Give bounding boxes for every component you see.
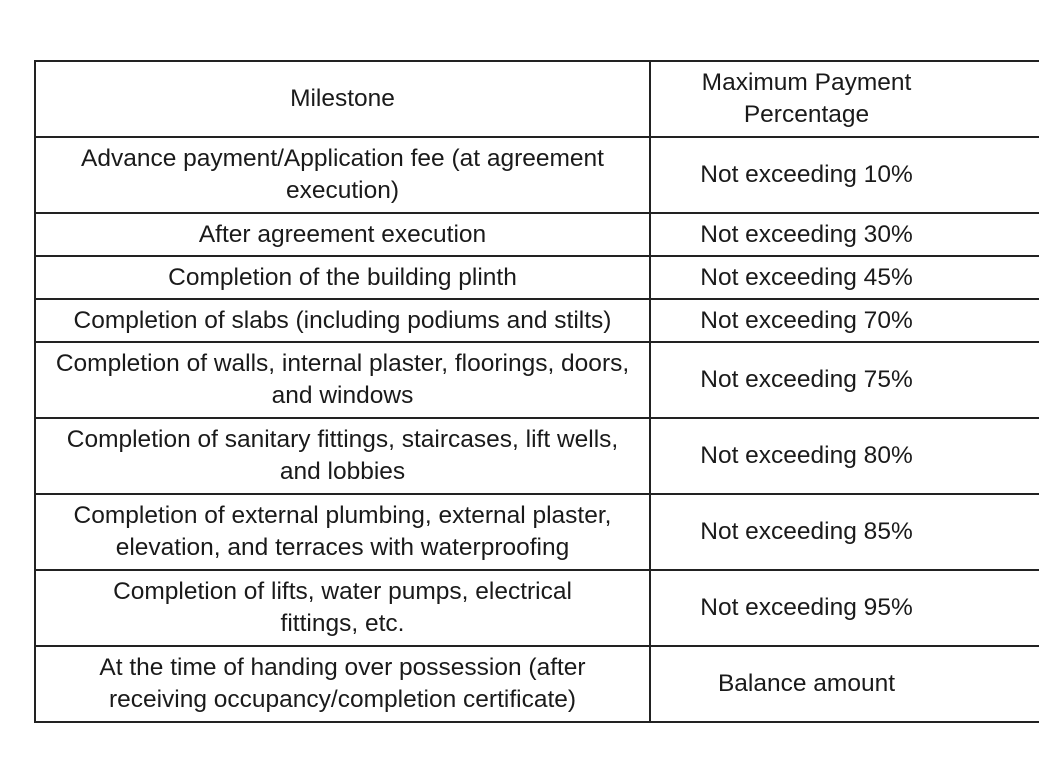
table-row (35, 494, 1039, 570)
payment-cell (650, 342, 1039, 418)
table-row (35, 646, 1039, 722)
milestone-text: After agreement execution (198, 220, 487, 248)
payment-text: Balance amount (717, 670, 896, 697)
payment-cell (650, 299, 1039, 342)
milestone-cell (35, 256, 650, 299)
payment-text: Not exceeding 75% (700, 366, 913, 393)
milestone-text: Completion of slabs (including podiums and stilts) (73, 306, 612, 334)
milestone-cell (35, 342, 650, 418)
milestone-text: Completion of lifts, water pumps, electrical fittings, etc. (113, 578, 572, 637)
table-row (35, 299, 1039, 342)
payment-cell (650, 213, 1039, 256)
milestone-cell (35, 213, 650, 256)
payment-text: Not exceeding 10% (700, 161, 913, 188)
table-row (35, 256, 1039, 299)
payment-header-label: Maximum Payment Percentage (701, 69, 912, 128)
milestone-cell (35, 570, 650, 646)
payment-schedule-table (34, 60, 1039, 723)
payment-header (650, 61, 1039, 137)
table-row (35, 213, 1039, 256)
payment-text: Not exceeding 80% (700, 442, 913, 469)
table-row (35, 418, 1039, 494)
payment-text: Not exceeding 70% (700, 306, 913, 334)
milestone-text: Completion of sanitary fittings, staircases, lift wells, and lobbies (66, 426, 619, 485)
milestone-header (35, 61, 650, 137)
milestone-cell (35, 418, 650, 494)
milestone-text: Advance payment/Application fee (at agreement execution) (81, 145, 604, 204)
payment-cell (650, 570, 1039, 646)
milestone-text: At the time of handing over possession (after receiving occupancy/completion certificate) (99, 654, 586, 713)
table-row (35, 137, 1039, 213)
milestone-cell (35, 299, 650, 342)
payment-cell (650, 646, 1039, 722)
payment-text: Not exceeding 85% (700, 518, 913, 545)
payment-cell (650, 137, 1039, 213)
milestone-cell (35, 646, 650, 722)
payment-cell (650, 256, 1039, 299)
payment-text: Not exceeding 45% (700, 263, 913, 291)
payment-cell (650, 494, 1039, 570)
milestone-cell (35, 137, 650, 213)
milestone-text: Completion of walls, internal plaster, floorings, doors, and windows (55, 350, 630, 409)
milestone-text: Completion of external plumbing, external plaster, elevation, and terraces with waterproofing (73, 502, 612, 561)
payment-cell (650, 418, 1039, 494)
payment-schedule-container (34, 60, 1039, 723)
milestone-cell (35, 494, 650, 570)
milestone-header-label: Milestone (290, 85, 395, 112)
table-header-row (35, 61, 1039, 137)
payment-text: Not exceeding 30% (700, 220, 913, 248)
table-row (35, 570, 1039, 646)
milestone-text: Completion of the building plinth (168, 263, 517, 291)
table-row (35, 342, 1039, 418)
payment-text: Not exceeding 95% (700, 594, 913, 621)
